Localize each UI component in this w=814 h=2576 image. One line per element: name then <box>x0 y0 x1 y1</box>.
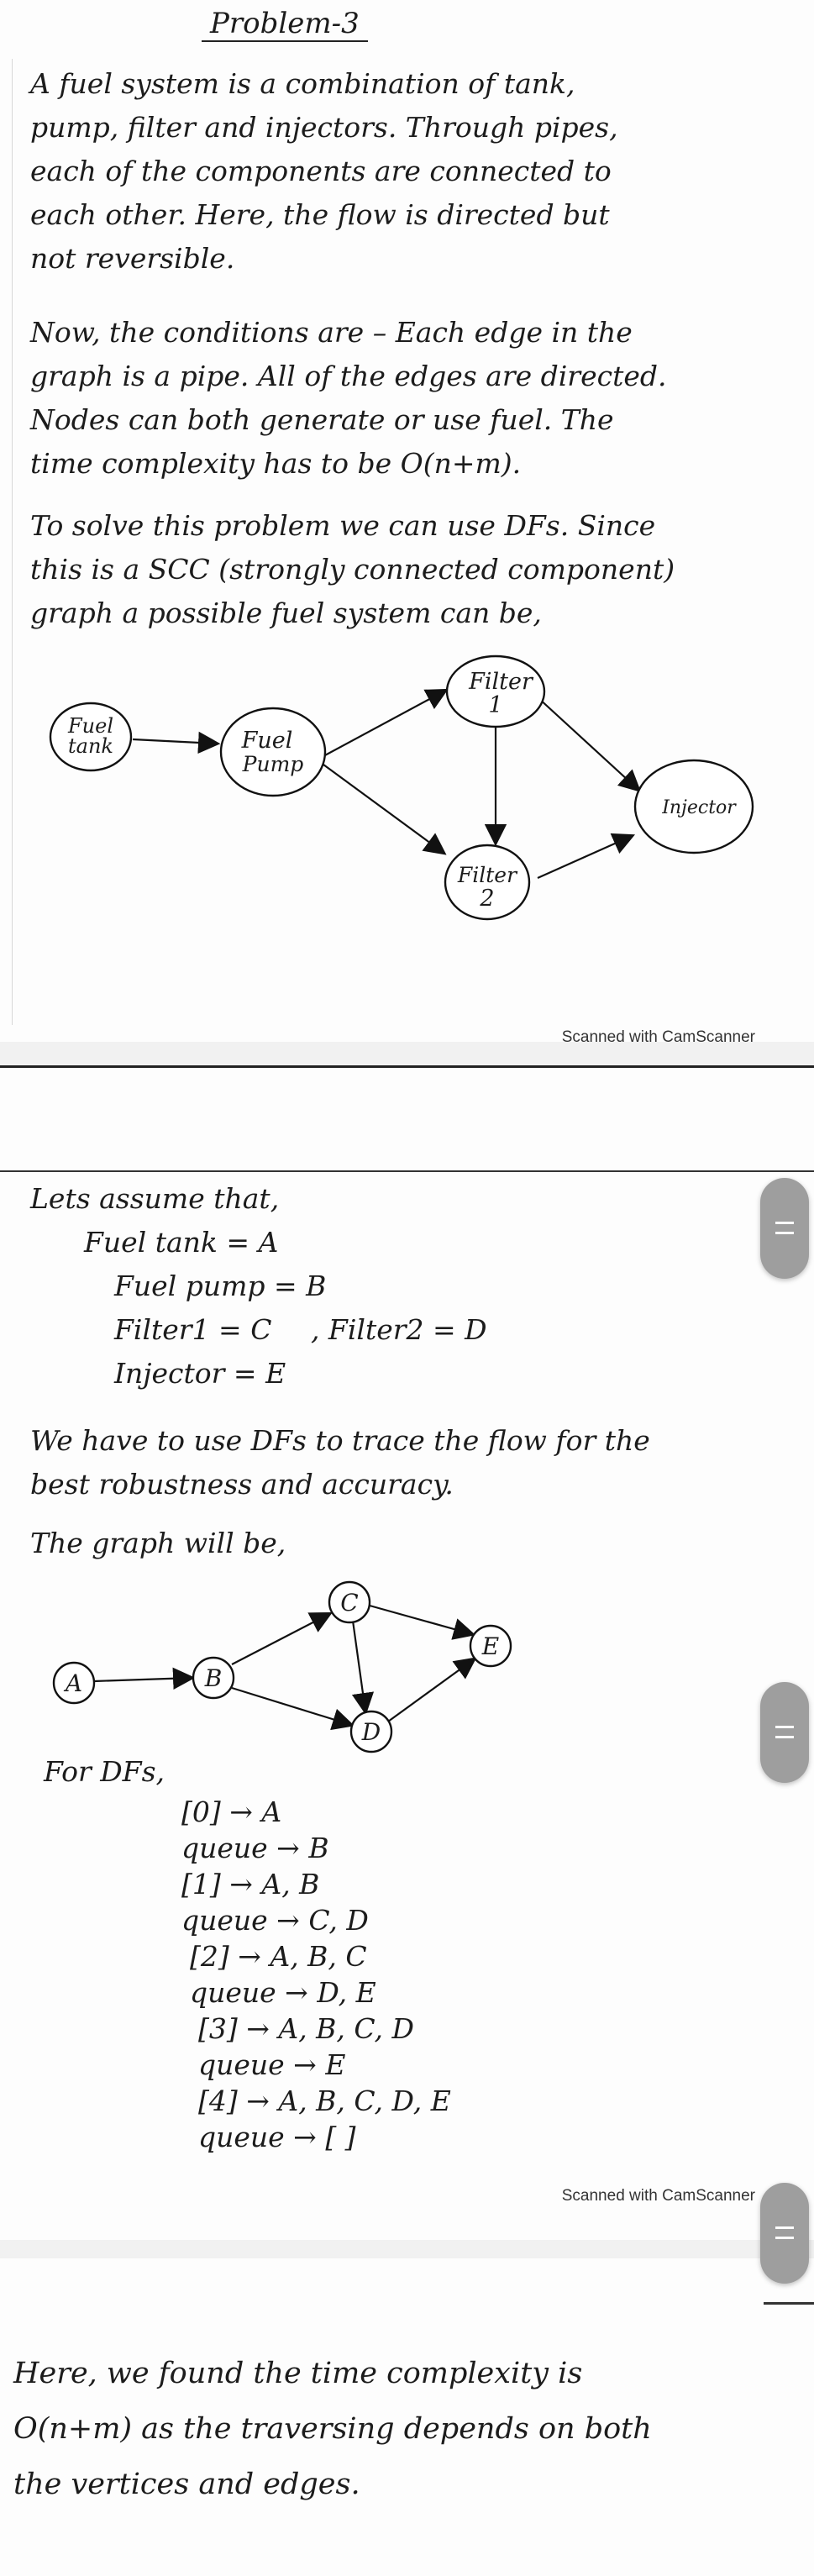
scanned-page-3 <box>0 2258 814 2576</box>
text-line: To solve this problem we can use DFs. Since <box>30 509 656 542</box>
text-line: not reversible. <box>30 242 235 275</box>
assign-filter1: Filter1 = C <box>114 1313 272 1346</box>
dfs-steps <box>30 1750 786 2155</box>
text-line: O(n+m) as the traversing depends on both <box>13 2412 652 2446</box>
text-line: The graph will be, <box>30 1527 286 1559</box>
text-line: We have to use DFs to trace the flow for the <box>30 1424 650 1457</box>
conclusion-paragraph <box>13 2346 769 2512</box>
node-b <box>193 1658 234 1698</box>
node-label: B <box>204 1664 223 1692</box>
scanned-page-2 <box>0 1065 814 2240</box>
node-label: tank <box>68 734 113 758</box>
text-line: A fuel system is a combination of tank, <box>30 67 575 100</box>
node-c <box>329 1582 370 1622</box>
intro-paragraph <box>30 62 786 281</box>
node-label: A <box>65 1669 83 1697</box>
node-fuel-tank <box>50 703 131 770</box>
edge-a-b <box>94 1678 192 1681</box>
text-line: time complexity has to be O(n+m). <box>30 447 522 480</box>
camscanner-watermark: Scanned with CamScanner <box>561 1028 755 1042</box>
node-fuel-pump <box>221 708 325 796</box>
node-label: Filter <box>457 863 517 887</box>
edge-pump-filter2 <box>323 765 444 853</box>
text-line: each other. Here, the flow is directed but <box>30 198 610 231</box>
edge-c-e <box>370 1606 472 1634</box>
graph-heading <box>30 1522 786 1565</box>
assumption-block <box>30 1177 786 1396</box>
assign-filter2: , Filter2 = D <box>310 1313 487 1346</box>
conditions-paragraph <box>30 311 786 486</box>
node-label: Fuel <box>68 714 113 738</box>
node-e <box>470 1626 511 1666</box>
text-line: For DFs, <box>44 1755 165 1788</box>
text-line: the vertices and edges. <box>13 2468 360 2501</box>
text-line: Lets assume that, <box>30 1182 280 1215</box>
text-line: each of the components are connected to <box>30 155 612 187</box>
dfs-step: [4] → A, B, C, D, E <box>198 2084 451 2117</box>
dfs-step: queue → B <box>181 1832 329 1864</box>
node-label: 1 <box>488 692 503 718</box>
scroll-handle[interactable] <box>760 2183 809 2284</box>
edge-pump-filter1 <box>323 691 445 756</box>
dfs-step: [1] → A, B <box>181 1868 320 1900</box>
dfs-step: queue → E <box>198 2048 346 2081</box>
edge-filter1-injector <box>538 697 638 790</box>
node-label: Injector <box>662 797 736 818</box>
page-rule <box>764 2302 814 2305</box>
text-line: Now, the conditions are – Each edge in the <box>30 316 633 349</box>
edge-b-c <box>232 1614 329 1664</box>
node-label: Pump <box>242 752 304 776</box>
page-rule <box>0 1170 814 1172</box>
dfs-step: queue → [ ] <box>198 2121 356 2153</box>
dfs-step: [2] → A, B, C <box>190 1940 367 1973</box>
node-filter-1 <box>447 656 544 727</box>
text-line: graph a possible fuel system can be, <box>30 597 542 629</box>
node-label: Filter <box>469 669 533 695</box>
node-d <box>351 1711 391 1752</box>
fuel-system-diagram <box>0 639 814 975</box>
dfs-paragraph <box>30 1419 786 1506</box>
text-line: Fuel tank = A <box>84 1226 279 1259</box>
node-label: C <box>340 1589 359 1617</box>
text-line: Nodes can both generate or use fuel. The <box>30 403 614 436</box>
dfs-step: [0] → A <box>181 1795 282 1828</box>
node-label: 2 <box>480 886 495 912</box>
edge-filter2-injector <box>538 836 632 878</box>
solution-paragraph <box>30 504 786 635</box>
camscanner-watermark: Scanned with CamScanner <box>561 2187 755 2205</box>
node-label: E <box>481 1632 500 1660</box>
text-line <box>30 1308 786 1352</box>
text-line: Injector = E <box>114 1357 286 1390</box>
node-injector <box>635 760 753 853</box>
dfs-step: queue → C, D <box>181 1904 369 1937</box>
scanned-page-1 <box>0 0 814 1042</box>
abcde-graph <box>0 1572 814 1774</box>
edge-d-e <box>388 1659 474 1722</box>
scroll-handle[interactable] <box>760 1682 809 1783</box>
text-line: graph is a pipe. All of the edges are directed. <box>30 360 667 392</box>
edge-tank-pump <box>133 739 217 744</box>
node-label: Fuel <box>241 728 293 754</box>
node-a <box>54 1663 94 1703</box>
edge-b-d <box>232 1688 351 1725</box>
dfs-step: [3] → A, B, C, D <box>198 2012 414 2045</box>
node-filter-2 <box>445 845 529 919</box>
problem-title: Problem-3 <box>202 7 368 42</box>
text-line: best robustness and accuracy. <box>30 1468 454 1501</box>
dfs-step: queue → D, E <box>190 1976 376 2009</box>
text-line: this is a SCC (strongly connected component) <box>30 553 675 586</box>
scroll-handle[interactable] <box>760 1178 809 1279</box>
edge-c-d <box>353 1621 365 1711</box>
text-line: Fuel pump = B <box>114 1270 327 1302</box>
text-line: Here, we found the time complexity is <box>13 2357 583 2390</box>
node-label: D <box>361 1718 381 1746</box>
text-line: pump, filter and injectors. Through pipes, <box>30 111 618 144</box>
